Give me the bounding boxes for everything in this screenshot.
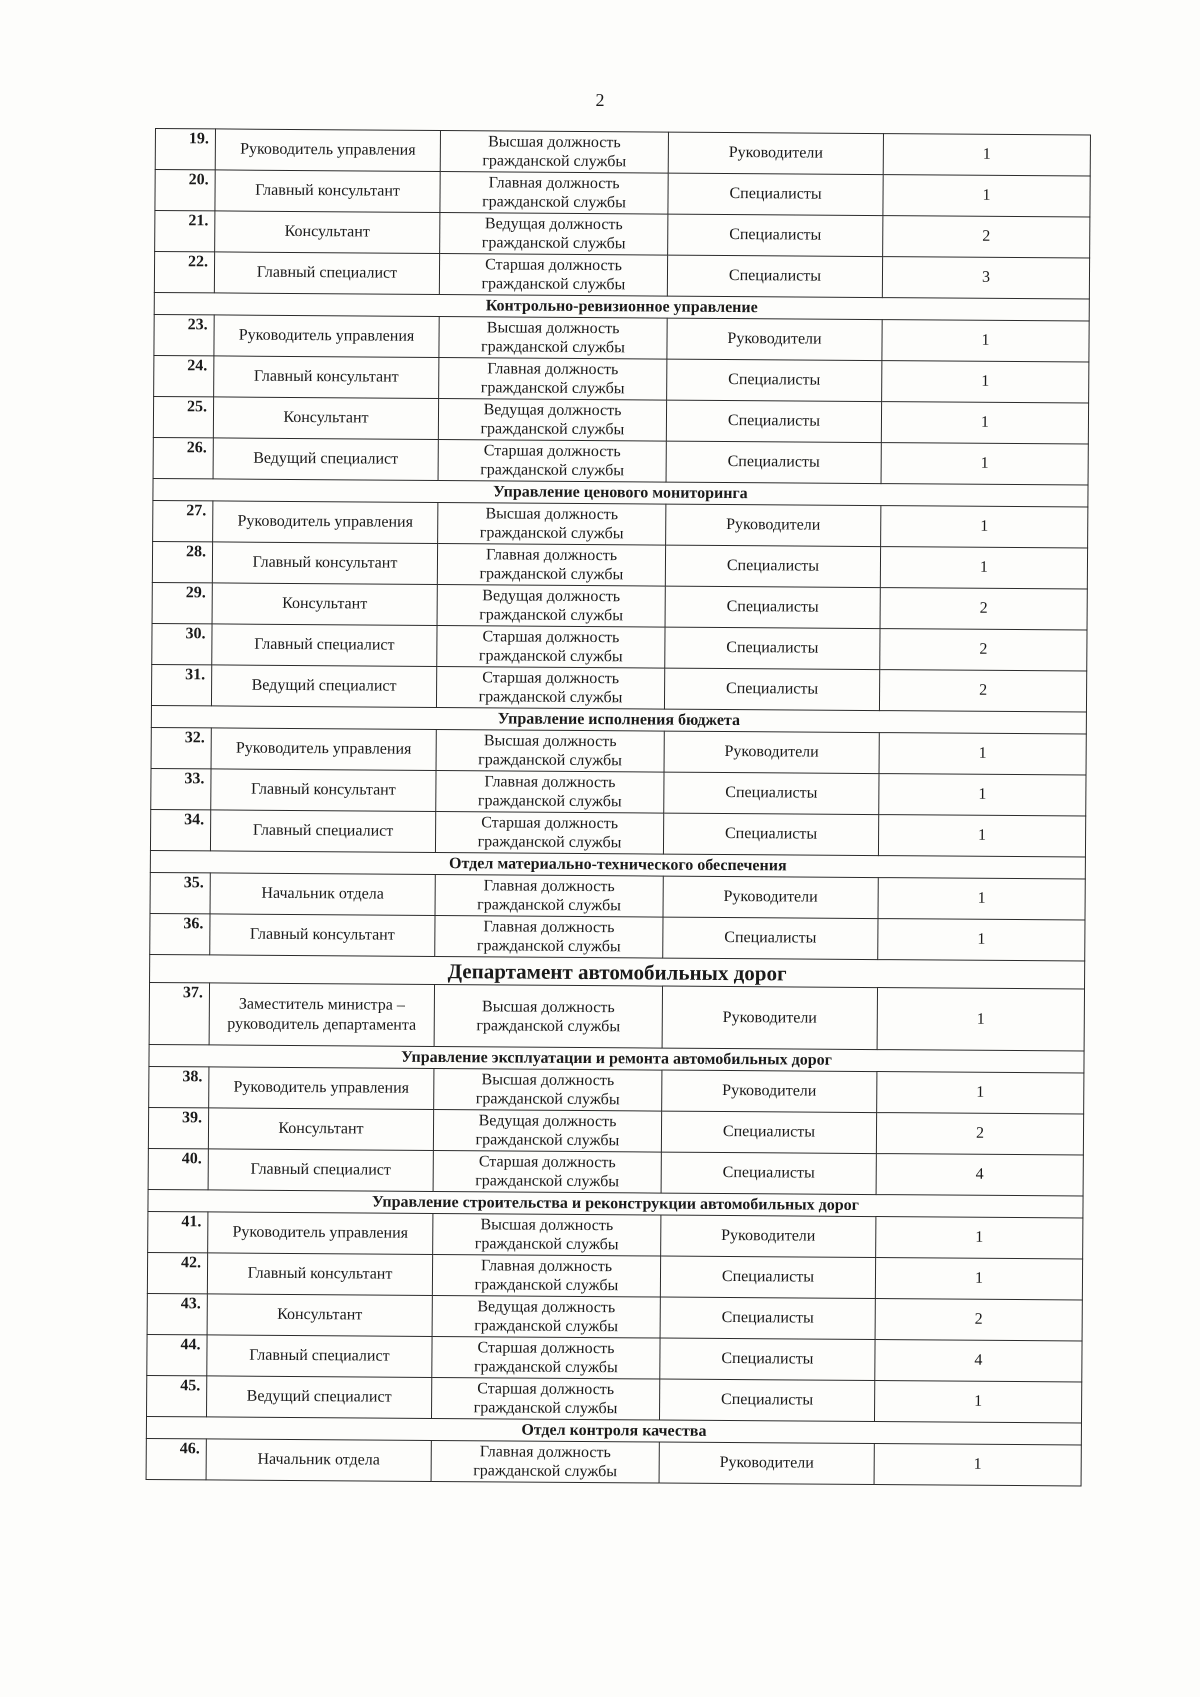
count-cell: 2 [880, 588, 1087, 630]
position-cell: Главный специалист [210, 810, 435, 853]
category-cell: Специалисты [659, 1379, 874, 1422]
row-number: 21. [155, 211, 215, 252]
staff-table-body [146, 129, 1090, 1486]
rank-cell: Главная должность гражданской службы [439, 357, 667, 400]
row-number: 43. [147, 1293, 207, 1334]
count-cell: 2 [876, 1113, 1083, 1155]
position-cell: Главный консультант [211, 769, 436, 812]
table-row [147, 1334, 1082, 1382]
rank-cell: Старшая должность гражданской службы [436, 666, 664, 709]
count-cell: 1 [883, 134, 1090, 176]
section-title: Управление ценового мониторинга [153, 478, 1088, 507]
count-cell: 1 [877, 1072, 1084, 1114]
row-number: 39. [148, 1107, 208, 1148]
count-cell: 2 [880, 629, 1087, 671]
table-row [155, 211, 1090, 259]
table-row [151, 664, 1086, 712]
position-cell: Начальник отдела [210, 873, 435, 916]
table-row [155, 129, 1090, 177]
rank-cell: Главная должность гражданской службы [431, 1440, 659, 1483]
section-title: Управление исполнения бюджета [151, 705, 1086, 734]
rank-cell: Старшая должность гражданской службы [433, 1150, 661, 1193]
category-cell: Специалисты [665, 545, 880, 587]
rank-cell: Главная должность гражданской службы [435, 874, 663, 917]
category-cell: Специалисты [665, 586, 880, 629]
table-row [155, 170, 1090, 218]
rank-cell: Старшая должность гражданской службы [437, 625, 665, 668]
table-row [152, 623, 1087, 671]
table-row [154, 252, 1089, 300]
category-cell: Руководители [663, 876, 878, 919]
row-number: 26. [153, 437, 213, 478]
position-cell: Ведущий специалист [211, 665, 436, 708]
table-row [149, 1066, 1084, 1114]
category-cell: Руководители [668, 132, 883, 174]
table-row [148, 1148, 1083, 1196]
table-row [146, 1438, 1081, 1486]
row-number: 33. [151, 768, 211, 809]
count-cell: 1 [874, 1444, 1081, 1486]
category-cell: Специалисты [665, 627, 880, 669]
count-cell: 1 [880, 547, 1087, 589]
page-number: 2 [595, 90, 605, 110]
count-cell: 2 [879, 670, 1086, 712]
category-cell: Специалисты [660, 1297, 875, 1339]
count-cell: 1 [874, 1381, 1081, 1423]
table-row [150, 809, 1085, 857]
row-number: 38. [149, 1066, 209, 1107]
category-cell: Специалисты [666, 441, 881, 483]
position-cell: Консультант [212, 583, 437, 626]
rank-cell: Высшая должность гражданской службы [434, 1068, 662, 1111]
row-number: 41. [148, 1211, 208, 1252]
count-cell: 2 [883, 216, 1090, 258]
department-title: Департамент автомобильных дорог [150, 954, 1085, 989]
category-cell: Специалисты [666, 400, 881, 442]
row-number: 27. [153, 500, 213, 541]
count-cell: 4 [875, 1340, 1082, 1382]
rank-cell: Ведущая должность гражданской службы [432, 1295, 660, 1338]
position-cell: Руководитель управления [214, 315, 439, 358]
table-row [150, 913, 1085, 961]
section-title: Управление эксплуатации и ремонта автомобильных дорог [149, 1044, 1084, 1073]
row-number: 24. [154, 355, 214, 396]
count-cell: 1 [876, 1217, 1083, 1259]
position-cell: Заместитель министра – руководитель департамента [209, 983, 434, 1047]
category-cell: Руководители [666, 504, 881, 546]
staff-table [146, 128, 1091, 1487]
row-number: 35. [150, 872, 210, 913]
category-cell: Руководители [664, 731, 879, 774]
row-number: 44. [147, 1334, 207, 1375]
position-cell: Главный консультант [214, 356, 439, 399]
table-row [154, 314, 1089, 362]
count-cell: 1 [877, 988, 1084, 1051]
category-cell: Руководители [662, 1070, 877, 1113]
count-cell: 1 [881, 506, 1088, 548]
category-cell: Специалисты [664, 668, 879, 711]
position-cell: Руководитель управления [209, 1067, 434, 1110]
row-number: 30. [152, 623, 212, 664]
count-cell: 1 [882, 320, 1089, 362]
position-cell: Консультант [208, 1108, 433, 1151]
table-row [152, 582, 1087, 630]
count-cell: 1 [878, 919, 1085, 961]
row-number: 19. [155, 129, 215, 170]
position-cell: Руководитель управления [215, 129, 440, 172]
category-cell: Специалисты [668, 214, 883, 256]
category-cell: Руководители [667, 318, 882, 360]
position-cell: Главный специалист [212, 624, 437, 667]
table-row [147, 1375, 1082, 1423]
count-cell: 1 [881, 402, 1088, 444]
table-row [149, 982, 1084, 1051]
row-number: 34. [150, 809, 210, 850]
position-cell: Главный консультант [207, 1253, 432, 1296]
section-title: Отдел контроля качества [146, 1416, 1081, 1445]
position-cell: Руководитель управления [211, 728, 436, 771]
category-cell: Специалисты [661, 1111, 876, 1154]
count-cell: 1 [875, 1258, 1082, 1300]
row-number: 22. [154, 252, 214, 293]
position-cell: Ведущий специалист [213, 438, 438, 481]
category-cell: Руководители [662, 986, 877, 1049]
rank-cell: Главная должность гражданской службы [436, 770, 664, 813]
row-number: 40. [148, 1148, 208, 1189]
row-number: 28. [152, 541, 212, 582]
rank-cell: Высшая должность гражданской службы [434, 984, 662, 1048]
table-row [148, 1107, 1083, 1155]
category-cell: Специалисты [667, 255, 882, 297]
count-cell: 1 [879, 774, 1086, 816]
table-row [153, 500, 1088, 548]
category-cell: Специалисты [660, 1338, 875, 1381]
table-row [150, 872, 1085, 920]
position-cell: Главный специалист [207, 1335, 432, 1378]
category-cell: Специалисты [663, 917, 878, 960]
position-cell: Ведущий специалист [207, 1376, 432, 1419]
section-title: Управление строительства и реконструкции автомобильных дорог [148, 1189, 1083, 1218]
rank-cell: Ведущая должность гражданской службы [437, 584, 665, 627]
category-cell: Руководители [659, 1442, 874, 1484]
rank-cell: Высшая должность гражданской службы [436, 729, 664, 772]
rank-cell: Высшая должность гражданской службы [433, 1213, 661, 1256]
rank-cell: Главная должность гражданской службы [437, 543, 665, 586]
rank-cell: Старшая должность гражданской службы [432, 1336, 660, 1379]
count-cell: 1 [878, 815, 1085, 857]
table-row [152, 541, 1087, 589]
position-cell: Консультант [215, 211, 440, 254]
table-row [151, 727, 1086, 775]
rank-cell: Ведущая должность гражданской службы [440, 212, 668, 255]
category-cell: Специалисты [663, 813, 878, 855]
row-number: 45. [147, 1375, 207, 1416]
category-cell: Специалисты [661, 1152, 876, 1194]
count-cell: 1 [882, 361, 1089, 403]
count-cell: 2 [875, 1299, 1082, 1341]
rank-cell: Старшая должность гражданской службы [435, 811, 663, 854]
position-cell: Консультант [207, 1294, 432, 1337]
rank-cell: Высшая должность гражданской службы [439, 316, 667, 359]
count-cell: 3 [882, 257, 1089, 299]
count-cell: 1 [883, 175, 1090, 217]
table-row [153, 396, 1088, 444]
rank-cell: Старшая должность гражданской службы [431, 1377, 659, 1420]
category-cell: Руководители [661, 1215, 876, 1258]
category-cell: Специалисты [667, 359, 882, 401]
position-cell: Главный консультант [212, 542, 437, 585]
category-cell: Специалисты [668, 173, 883, 215]
table-row [151, 768, 1086, 816]
row-number: 25. [153, 396, 213, 437]
table-row [148, 1211, 1083, 1259]
row-number: 37. [149, 982, 209, 1044]
table-row [147, 1293, 1082, 1341]
row-number: 31. [151, 664, 211, 705]
count-cell: 1 [881, 443, 1088, 485]
position-cell: Главный специалист [208, 1149, 433, 1192]
rank-cell: Главная должность гражданской службы [432, 1254, 660, 1297]
rank-cell: Ведущая должность гражданской службы [433, 1109, 661, 1152]
row-number: 23. [154, 314, 214, 355]
position-cell: Главный консультант [210, 914, 435, 957]
row-number: 20. [155, 170, 215, 211]
category-cell: Специалисты [664, 772, 879, 814]
section-title: Контрольно-ревизионное управление [154, 292, 1089, 321]
count-cell: 4 [876, 1154, 1083, 1196]
count-cell: 1 [878, 878, 1085, 920]
table-row [147, 1252, 1082, 1300]
table-row [154, 355, 1089, 403]
rank-cell: Высшая должность гражданской службы [438, 502, 666, 545]
rank-cell: Ведущая должность гражданской службы [438, 398, 666, 441]
category-cell: Специалисты [660, 1256, 875, 1299]
row-number: 36. [150, 913, 210, 954]
position-cell: Главный консультант [215, 170, 440, 213]
row-number: 42. [147, 1252, 207, 1293]
position-cell: Консультант [213, 397, 438, 440]
position-cell: Руководитель управления [208, 1212, 433, 1255]
position-cell: Главный специалист [214, 252, 439, 295]
table-row [153, 437, 1088, 485]
rank-cell: Высшая должность гражданской службы [440, 130, 668, 173]
row-number: 32. [151, 727, 211, 768]
rank-cell: Главная должность гражданской службы [440, 171, 668, 214]
position-cell: Начальник отдела [206, 1439, 431, 1482]
rank-cell: Старшая должность гражданской службы [438, 439, 666, 482]
rank-cell: Главная должность гражданской службы [435, 915, 663, 958]
position-cell: Руководитель управления [213, 501, 438, 544]
section-title: Отдел материально-технического обеспечения [150, 850, 1085, 879]
rank-cell: Старшая должность гражданской службы [439, 253, 667, 296]
count-cell: 1 [879, 733, 1086, 775]
row-number: 46. [146, 1438, 206, 1479]
row-number: 29. [152, 582, 212, 623]
